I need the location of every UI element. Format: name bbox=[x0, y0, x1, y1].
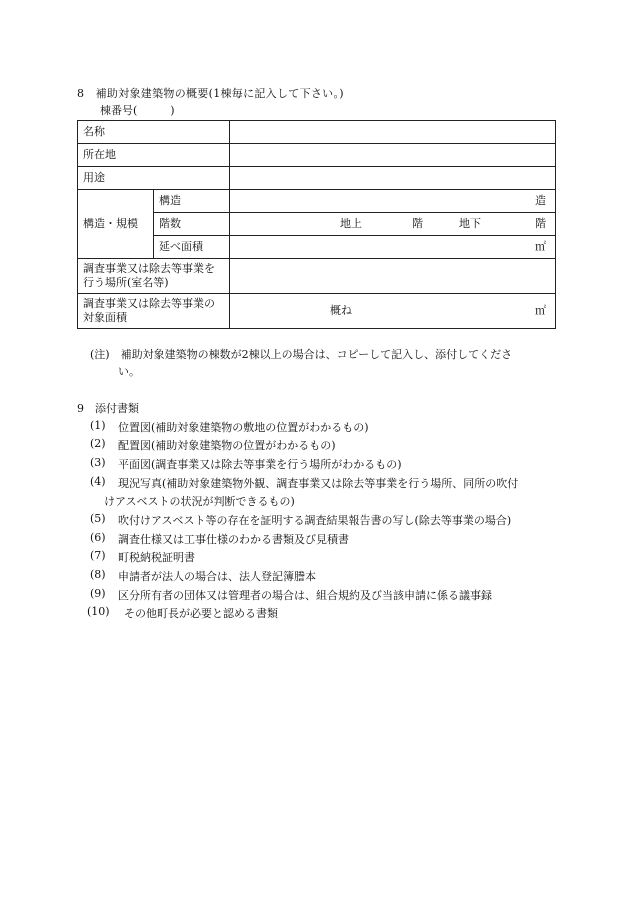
structure-scale-label: 構造・規模 bbox=[78, 190, 154, 259]
attachment-num-10: (10) bbox=[87, 605, 110, 618]
floor-unit-below: 階 bbox=[535, 217, 546, 230]
name-label: 名称 bbox=[78, 121, 230, 144]
survey-place-field[interactable] bbox=[230, 259, 556, 294]
note-line-1: (注) 補助対象建築物の棟数が2棟以上の場合は、コピーして記入し、添付してくださ bbox=[90, 348, 513, 361]
attachment-num-4: (4) bbox=[90, 475, 106, 488]
section-9-title: 9 添付書類 bbox=[77, 402, 139, 415]
attachment-num-1: (1) bbox=[90, 419, 106, 432]
total-area-label: 延べ面積 bbox=[154, 236, 230, 259]
structure-field[interactable] bbox=[230, 190, 556, 213]
use-field[interactable] bbox=[230, 167, 556, 190]
floors-label: 階数 bbox=[154, 213, 230, 236]
structure-unit: 造 bbox=[535, 194, 546, 207]
below-ground-label: 地下 bbox=[459, 217, 481, 230]
name-field[interactable] bbox=[230, 121, 556, 144]
location-field[interactable] bbox=[230, 144, 556, 167]
attachment-num-8: (8) bbox=[90, 568, 106, 581]
attachment-text-7: 町税納税証明書 bbox=[118, 551, 195, 564]
building-number-label: 棟番号( ) bbox=[100, 104, 175, 117]
attachment-num-5: (5) bbox=[90, 512, 106, 525]
attachment-num-2: (2) bbox=[90, 437, 106, 450]
attachment-text-3: 平面図(調査事業又は除去等事業を行う場所がわかるもの) bbox=[118, 458, 402, 471]
attachment-text-2: 配置図(補助対象建築物の位置がわかるもの) bbox=[118, 439, 336, 452]
approx-label: 概ね bbox=[330, 304, 352, 317]
area-unit-total: ㎡ bbox=[535, 240, 546, 253]
structure-label: 構造 bbox=[154, 190, 230, 213]
section-8-title: 8 補助対象建築物の概要(1棟毎に記入して下さい。) bbox=[77, 87, 344, 100]
building-overview-table bbox=[77, 120, 556, 329]
survey-place-label: 調査事業又は除去等事業を行う場所(室名等) bbox=[78, 259, 230, 294]
attachment-text-6: 調査仕様又は工事仕様のわかる書類及び見積書 bbox=[118, 533, 349, 546]
attachment-text-10: その他町長が必要と認める書類 bbox=[124, 607, 278, 620]
area-unit-survey: ㎡ bbox=[535, 304, 546, 317]
floors-field[interactable] bbox=[230, 213, 556, 236]
floor-unit-above: 階 bbox=[412, 217, 423, 230]
attachment-num-3: (3) bbox=[90, 456, 106, 469]
survey-area-field[interactable] bbox=[230, 294, 556, 329]
location-label: 所在地 bbox=[78, 144, 230, 167]
use-label: 用途 bbox=[78, 167, 230, 190]
note-line-2: い。 bbox=[118, 365, 140, 378]
attachment-num-6: (6) bbox=[90, 531, 106, 544]
attachment-text-5: 吹付けアスベスト等の存在を証明する調査結果報告書の写し(除去等事業の場合) bbox=[118, 514, 512, 527]
survey-area-label: 調査事業又は除去等事業の対象面積 bbox=[78, 294, 230, 329]
attachment-text-9: 区分所有者の団体又は管理者の場合は、組合規約及び当該申請に係る議事録 bbox=[118, 589, 492, 602]
attachment-num-7: (7) bbox=[90, 549, 106, 562]
attachment-text-4: 現況写真(補助対象建築物外観、調査事業又は除去等事業を行う場所、同所の吹付 bbox=[118, 477, 519, 490]
attachment-num-9: (9) bbox=[90, 587, 106, 600]
above-ground-label: 地上 bbox=[340, 217, 362, 230]
total-area-field[interactable] bbox=[230, 236, 556, 259]
attachment-text-8: 申請者が法人の場合は、法人登記簿謄本 bbox=[118, 570, 316, 583]
attachment-text-1: 位置図(補助対象建築物の敷地の位置がわかるもの) bbox=[118, 421, 369, 434]
attachment-text-4-cont: けアスベストの状況が判断できるもの) bbox=[104, 495, 295, 508]
